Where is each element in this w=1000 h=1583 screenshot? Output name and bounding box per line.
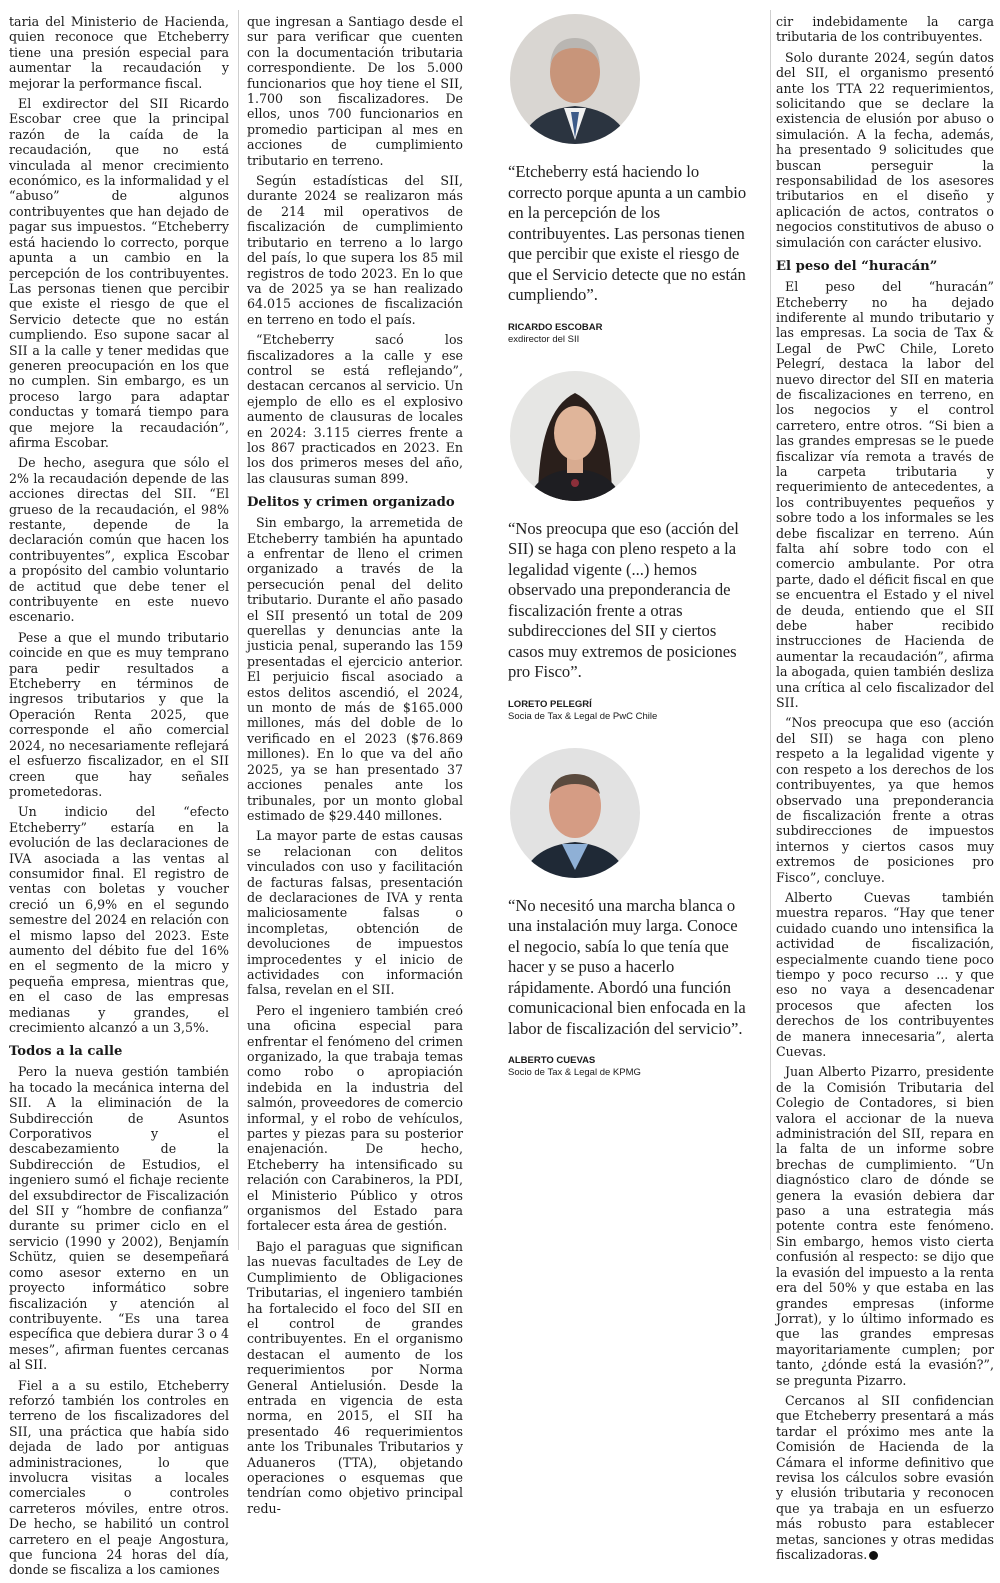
paragraph: Solo durante 2024, según datos del SII, el organismo presentó ante los TTA 22 requerimientos, solicitando que se declare la existencia de elusión por abuso o simulación. A la fecha, además, ha presentado 9 solicitudes que buscan perseguir la responsabilidad de los asesores tributarios en el diseño y aplicación de actos, contratos o negocios constitutivos de abuso o simulación con carácter elusivo.	[776, 49, 994, 250]
pull-quote: “Nos preocupa que eso (acción del SII) se haga con pleno respeto a la legalidad vigente (...) hemos observado una preponderancia de fiscalización frente a otras subdirecciones del SII y ciertos casos muy extremos de posiciones pro Fisco”.	[508, 518, 739, 681]
portrait-photo	[510, 748, 640, 878]
paragraph: “Etcheberry sacó los fiscalizadores a la calle y ese control se está reflejando”, destacan cercanos al servicio. Un ejemplo de ello es el explosivo aumento de clausuras de locales en 2024: 3.115 cierres frente a los 867 practicados en 2023. En los dos primeros meses del año, las clausuras suman 899.	[247, 332, 463, 486]
section-heading: El peso del “huracán”	[776, 259, 938, 275]
paragraph: Bajo el paraguas que significan las nuevas facultades de Ley de Cumplimiento de Obligaciones Tributarias, el ingeniero también ha fortalecido el foco del SII en el control de grandes contribuyentes. En el organismo destacan el aumento de los requerimientos por Norma General Antielusión. Desde la entrada en vigencia de esta norma, en 2015, el SII ha presentado 46 requerimientos ante los Tribunales Tributarios y Aduaneros (TTA), objetando operaciones o esquemas que tendrían como objetivo principal redu-	[247, 1238, 463, 1516]
section-heading: Delitos y crimen organizado	[247, 495, 455, 511]
article-column-1	[9, 14, 229, 1583]
quote-author-role: Socia de Tax & Legal de PwC Chile	[508, 710, 658, 722]
quote-author-role: exdirector del SII	[508, 333, 580, 345]
paragraph: La mayor parte de estas causas se relacionan con delitos vinculados con uso y facilitación de facturas falsas, presentación de declaraciones de IVA y renta maliciosamente falsas o incompletas, obtención de devoluciones de impuestos improcedentes y el inicio de actividades con información falsa, revelan en el SII.	[247, 828, 463, 998]
section-heading: Todos a la calle	[9, 1044, 123, 1060]
pull-quote: “Etcheberry está haciendo lo correcto porque apunta a un cambio en la percepción de los contribuyentes. Las personas tienen que percibir que existe el riesgo de que el Servicio detecte que no están cumpliendo”.	[508, 162, 747, 304]
paragraph: Según estadísticas del SII, durante 2024 se realizaron más de 214 mil operativos de fiscalización de cumplimiento tributario en terreno a lo largo del país, lo que supera los 85 mil registros de todo 2023. En lo que va de 2025 ya se han realizado 64.015 acciones de fiscalización en terreno en todo el país.	[247, 173, 463, 327]
quote-block	[508, 371, 748, 722]
paragraph: “Nos preocupa que eso (acción del SII) se haga con pleno respeto a la legalidad vigente y con respeto a los derechos de los contribuyentes, ya que hemos observado una preponderancia de fiscalización frente a otras subdirecciones de impuestos internos y ciertos casos muy extremos de posiciones pro Fisco”, concluye.	[776, 715, 994, 885]
paragraph-text: Cercanos al SII confidencian que Etcheberry presentará a más tardar el próximo mes ante la Comisión de Hacienda de la Cámara el informe definitivo que revisa los cálculos sobre evasión y elusión tributaria y reconocen que ya trabaja en un esfuerzo más robusto para establecer metas, sanciones y otras medidas fiscalizadoras.	[776, 1392, 994, 1562]
paragraph: Pero el ingeniero también creó una oficina especial para enfrentar el fenómeno del crimen organizado, la que trabaja temas como robo o apropiación indebida en la industria del salmón, proveedores de comercio informal, y el robo de vehículos, partes y piezas para su posterior enajenación. De hecho, Etcheberry ha intensificado su relación con Carabineros, la PDI, el Ministerio Público y otros organismos del Estado para fortalecer esta área de gestión.	[247, 1002, 463, 1234]
quote-block	[508, 748, 748, 1079]
quote-block	[508, 14, 748, 345]
portrait-photo	[510, 371, 640, 501]
quote-author-name: LORETO PELEGRÍ	[508, 698, 592, 710]
paragraph: que ingresan a Santiago desde el sur para verificar que cuenten con la documentación tributaria correspondiente. De los 5.000 funcionarios que hoy tiene el SII, 1.700 son fiscalizadores. De ellos, unos 700 funcionarios en promedio participan al mes en acciones de cumplimiento tributario en terreno.	[247, 14, 463, 168]
quote-author-role: Socio de Tax & Legal de KPMG	[508, 1067, 641, 1078]
pull-quote: “No necesitó una marcha blanca o una instalación muy larga. Conoce el negocio, sabía lo que tenía que hacer y se puso a hacerlo rápidamente. Abordó una función comunicacional bien enfocada en la labor de fiscalización del servicio”.	[508, 895, 746, 1038]
portrait-photo	[510, 14, 640, 144]
paragraph: Sin embargo, la arremetida de Etcheberry también ha apuntado a enfrentar de lleno el crimen organizado a través de la persecución penal del delito tributario. Durante el año pasado el SII presentó un total de 209 querellas y denuncias ante la justicia penal, superando las 159 presentadas el ejercicio anterior. El perjuicio fiscal asociado a estos delitos ascendió, el 2024, un monto de más de $165.000 millones, más del doble de lo verificado en el 2023 ($76.869 millones). En lo que va del año 2025, ya se han presentado 37 acciones penales ante los tribunales, por un monto global estimado de $29.440 millones.	[247, 515, 463, 823]
paragraph: El peso del “huracán” Etcheberry no ha dejado indiferente al mundo tributario y las empresas. La socia de Tax & Legal de PwC Chile, Loreto Pelegrí, destaca la labor del nuevo director del SII en materia de fiscalizaciones en terreno, en los negocios y el control carretero, entre otros. “Si bien a las grandes empresas se le puede fiscalizar vía remota a través de la carpeta tributaria y requerimiento de antecedentes, a los contribuyentes pequeños y sobre todo a los informales se les debe fiscalizar en terreno. Aún falta ahí sobre todo con el comercio ambulante. Por otra parte, dado el déficit fiscal en que se encuentra el Estado y el nivel de deuda, entiendo que el SII debe haber recibido instrucciones de Hacienda de aumentar la recaudación”, afirma la abogada, quien también desliza una crítica al celo fiscalizador del SII.	[776, 279, 994, 711]
quote-author-name: RICARDO ESCOBAR	[508, 321, 603, 333]
paragraph: Pese a que el mundo tributario coincide en que es muy temprano para pedir resultados a Etcheberry en términos de ingresos tributarios y que la Operación Renta 2025, que corresponde el año comercial 2024, no necesariamente reflejará el esfuerzo fiscalizador, en el SII creen que hay señales prometedoras.	[9, 629, 229, 799]
paragraph: Un indicio del “efecto Etcheberry” estaría en la evolución de las declaraciones de IVA asociada a las ventas al consumidor final. El registro de ventas con boletas y voucher creció un 6,9% en el segundo semestre del 2024 en relación con el mismo lapso del 2023. Este aumento del débito fue del 16% en el segmento de la micro y pequeña empresa, mientras que, en el caso de las empresas medianas y grandes, el crecimiento alcanzó a un 3,5%.	[9, 804, 230, 1035]
paragraph	[776, 1393, 994, 1562]
article-column-4	[776, 14, 994, 1567]
column-divider	[238, 10, 239, 1250]
paragraph: taria del Ministerio de Hacienda, quien reconoce que Etcheberry tiene una presión especial para aumentar la recaudación y mejorar la performance fiscal.	[9, 14, 229, 91]
paragraph: El exdirector del SII Ricardo Escobar cree que la principal razón de la caída de la recaudación, que no está vinculada al menor crecimiento económico, es la informalidad y el “abuso” de algunos contribuyentes que han dejado de pagar sus impuestos. “Etcheberry está haciendo lo correcto, porque apunta a un cambio en la percepción de los contribuyentes. Las personas tienen que percibir que existe el riesgo de que el Servicio detecte que no están cumpliendo. Eso supone sacar al SII a la calle y tener medidas que generen preocupación en los que no cumplen. Sin embargo, es un proceso largo para adaptar conductas y tomará tiempo para que mejore la recaudación”, afirma Escobar.	[9, 96, 229, 450]
paragraph: Fiel a a su estilo, Etcheberry reforzó también los controles en terreno de los fiscalizadores del SII, una práctica que había sido dejada de lado por antiguas administraciones, lo que involucra visitas a locales comerciales o controles carreteros móviles, entre otros. De hecho, se habilitó un control carretero en el peaje Angostura, que funciona 24 horas del día, donde se fiscaliza a los camiones	[9, 1377, 229, 1578]
paragraph: De hecho, asegura que sólo el 2% la recaudación depende de las acciones directas del SII. “El grueso de la recaudación, el 98% restante, depende de la declaración común que hacen los contribuyentes”, explica Escobar a propósito del cambio voluntario de actitud que debe tener el contribuyente en este nuevo escenario.	[9, 455, 229, 625]
quotes-column	[508, 14, 748, 1104]
paragraph: Juan Alberto Pizarro, presidente de la Comisión Tributaria del Colegio de Contadores, si bien valora el accionar de la nueva administración del SII, repara en la falta de un informe sobre brechas de cumplimiento. “Un diagnóstico claro de dónde se genera la evasión debiera dar paso a una estrategia más potente contra este fenómeno. Sin embargo, hemos visto cierta confusión al respecto: se dijo que la evasión del impuesto a la renta era del 50% y que estaba en las grandes empresas (informe Jorrat), y lo último informado es que las grandes empresas mayoritariamente cumplen; por tanto, ¿dónde está la evasión?”, se pregunta Pizarro.	[776, 1064, 994, 1388]
end-of-article-icon	[869, 1551, 878, 1560]
quote-author-name: ALBERTO CUEVAS	[508, 1055, 596, 1066]
paragraph: Alberto Cuevas también muestra reparos. “Hay que tener cuidado cuando uno intensifica la actividad de fiscalización, especialmente cuando tiene poco tiempo y poco recurso ... y que eso no vaya a desencadenar procesos que afecten los derechos de los contribuyentes de manera innecesaria”, alerta Cuevas.	[776, 889, 994, 1059]
article-column-2	[247, 14, 463, 1521]
paragraph: Pero la nueva gestión también ha tocado la mecánica interna del SII. A la eliminación de la Subdirección de Asuntos Corporativos y el descabezamiento de la Subdirección de Estudios, el ingeniero sumó el fichaje reciente del exsubdirector de Fiscalización del SII y “hombre de confianza” durante su primer ciclo en el servicio (1990 y 2002), Benjamín Schütz, quien se desempeñará como asesor externo en un proyecto informático sobre fiscalización y atención al contribuyente. “Es una tarea específica que debiera durar 3 o 4 meses”, afirman fuentes cercanas al SII.	[9, 1064, 229, 1373]
paragraph: cir indebidamente la carga tributaria de los contribuyentes.	[776, 14, 994, 45]
column-divider	[770, 10, 771, 1250]
